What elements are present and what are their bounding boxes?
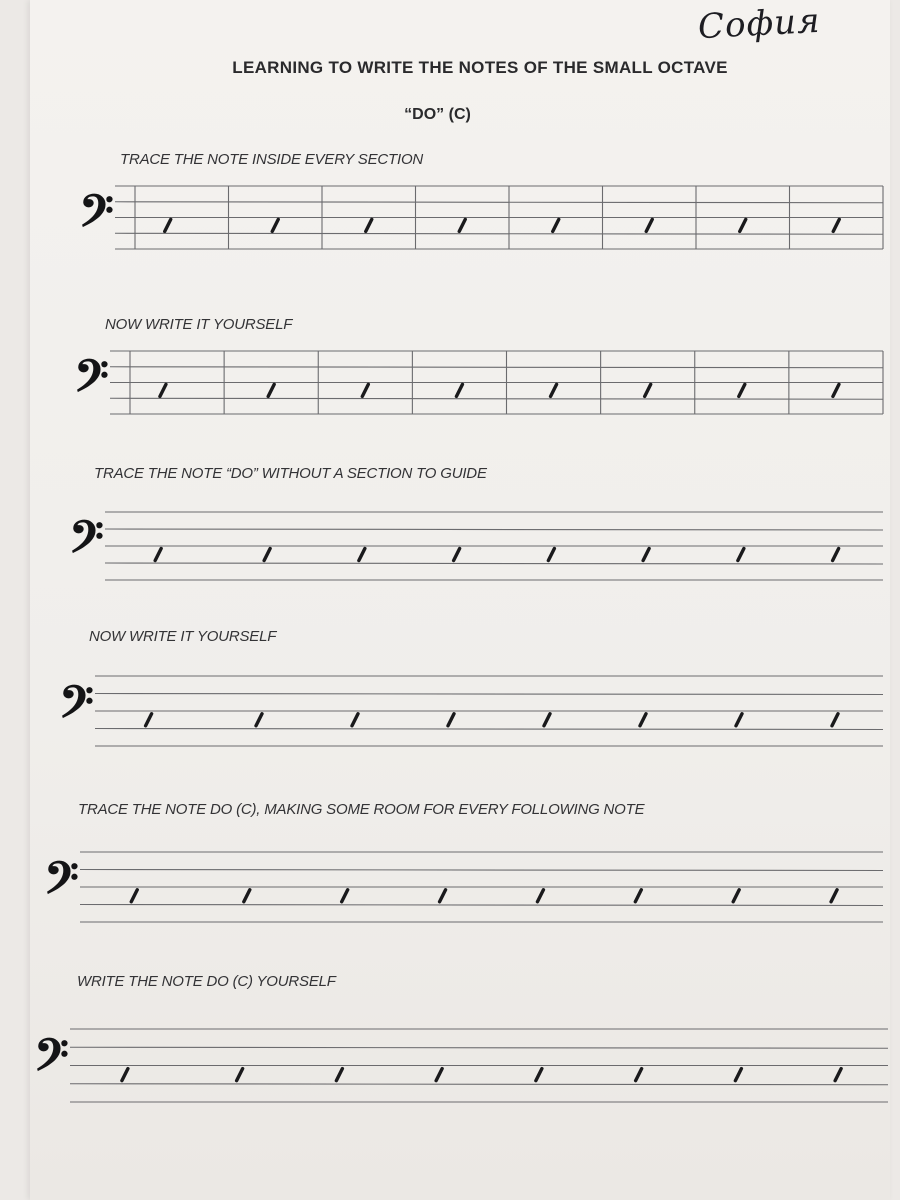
note-mark — [833, 384, 839, 396]
note-mark — [459, 219, 465, 231]
page-title: LEARNING TO WRITE THE NOTES OF THE SMALL OCTAVE — [232, 58, 728, 77]
note-mark — [551, 384, 557, 396]
staff-line — [70, 1047, 888, 1048]
note-mark — [366, 219, 372, 231]
note-mark — [272, 219, 278, 231]
note-mark — [536, 1069, 542, 1081]
note-mark — [833, 219, 839, 231]
note-mark — [735, 1069, 741, 1081]
note-mark — [336, 1069, 342, 1081]
bass-clef-icon: 𝄢 — [69, 510, 104, 575]
bass-clef-icon: 𝄢 — [79, 184, 114, 249]
exercise-5-instruction: TRACE THE NOTE DO (C), MAKING SOME ROOM FOR EVERY FOLLOWING NOTE — [78, 801, 645, 818]
exercise-1-staff-lines — [75, 182, 885, 257]
note-mark — [160, 384, 166, 396]
exercise-4-instruction: NOW WRITE IT YOURSELF — [89, 628, 277, 645]
staff-line — [110, 398, 883, 399]
note-mark — [146, 714, 152, 726]
bass-clef-icon: 𝄢 — [34, 1027, 69, 1092]
note-mark — [544, 714, 550, 726]
note-mark — [268, 384, 274, 396]
exercise-1-instruction: TRACE THE NOTE INSIDE EVERY SECTION — [120, 151, 424, 168]
note-mark — [640, 714, 646, 726]
exercise-3-staff-lines — [65, 508, 885, 588]
note-mark — [739, 384, 745, 396]
exercise-1-staff — [75, 182, 885, 262]
note-mark — [636, 1069, 642, 1081]
bass-clef-icon: 𝄢 — [44, 850, 79, 915]
note-mark — [553, 219, 559, 231]
staff-line — [80, 905, 883, 906]
note-mark — [131, 890, 137, 902]
note-mark — [645, 384, 651, 396]
exercise-3-instruction: TRACE THE NOTE “DO” WITHOUT A SECTION TO GUIDE — [94, 465, 487, 482]
exercise-3-staff — [65, 508, 885, 593]
exercise-5-staff — [40, 848, 885, 935]
note-mark — [831, 890, 837, 902]
staff-line — [105, 563, 883, 564]
staff-line — [115, 233, 883, 234]
note-mark — [738, 549, 744, 561]
staff-line — [70, 1084, 888, 1085]
exercise-6-instruction: WRITE THE NOTE DO (C) YOURSELF — [77, 973, 336, 990]
exercise-4-staff — [55, 672, 885, 759]
note-mark — [833, 549, 839, 561]
note-mark — [740, 219, 746, 231]
note-mark — [122, 1069, 128, 1081]
note-mark — [736, 714, 742, 726]
note-mark — [436, 1069, 442, 1081]
note-mark — [832, 714, 838, 726]
note-mark — [643, 549, 649, 561]
note-name-heading: “DO” (C) — [404, 106, 471, 123]
note-mark — [342, 890, 348, 902]
note-mark — [635, 890, 641, 902]
note-mark — [440, 890, 446, 902]
note-mark — [362, 384, 368, 396]
bass-clef-icon: 𝄢 — [74, 349, 109, 414]
worksheet-page — [30, 0, 890, 1200]
note-mark — [456, 384, 462, 396]
handwritten-name: София — [697, 0, 822, 48]
exercise-2-instruction: NOW WRITE IT YOURSELF — [105, 316, 293, 333]
staff-line — [95, 729, 883, 730]
bass-clef-icon: 𝄢 — [59, 674, 94, 739]
exercise-6-staff-lines — [30, 1025, 890, 1110]
note-mark — [256, 714, 262, 726]
staff-line — [115, 202, 883, 203]
exercise-4-staff-lines — [55, 672, 885, 754]
note-mark — [244, 890, 250, 902]
exercise-6-staff — [30, 1025, 890, 1115]
note-mark — [352, 714, 358, 726]
exercise-2-staff — [70, 347, 885, 427]
note-mark — [165, 219, 171, 231]
staff-line — [105, 529, 883, 530]
note-mark — [264, 549, 270, 561]
staff-line — [110, 367, 883, 368]
note-mark — [359, 549, 365, 561]
staff-line — [80, 870, 883, 871]
note-mark — [548, 549, 554, 561]
exercise-5-staff-lines — [40, 848, 885, 930]
note-mark — [537, 890, 543, 902]
note-mark — [733, 890, 739, 902]
note-mark — [448, 714, 454, 726]
exercise-2-staff-lines — [70, 347, 885, 422]
note-mark — [835, 1069, 841, 1081]
note-mark — [454, 549, 460, 561]
note-mark — [155, 549, 161, 561]
note-mark — [237, 1069, 243, 1081]
note-mark — [646, 219, 652, 231]
staff-line — [95, 694, 883, 695]
